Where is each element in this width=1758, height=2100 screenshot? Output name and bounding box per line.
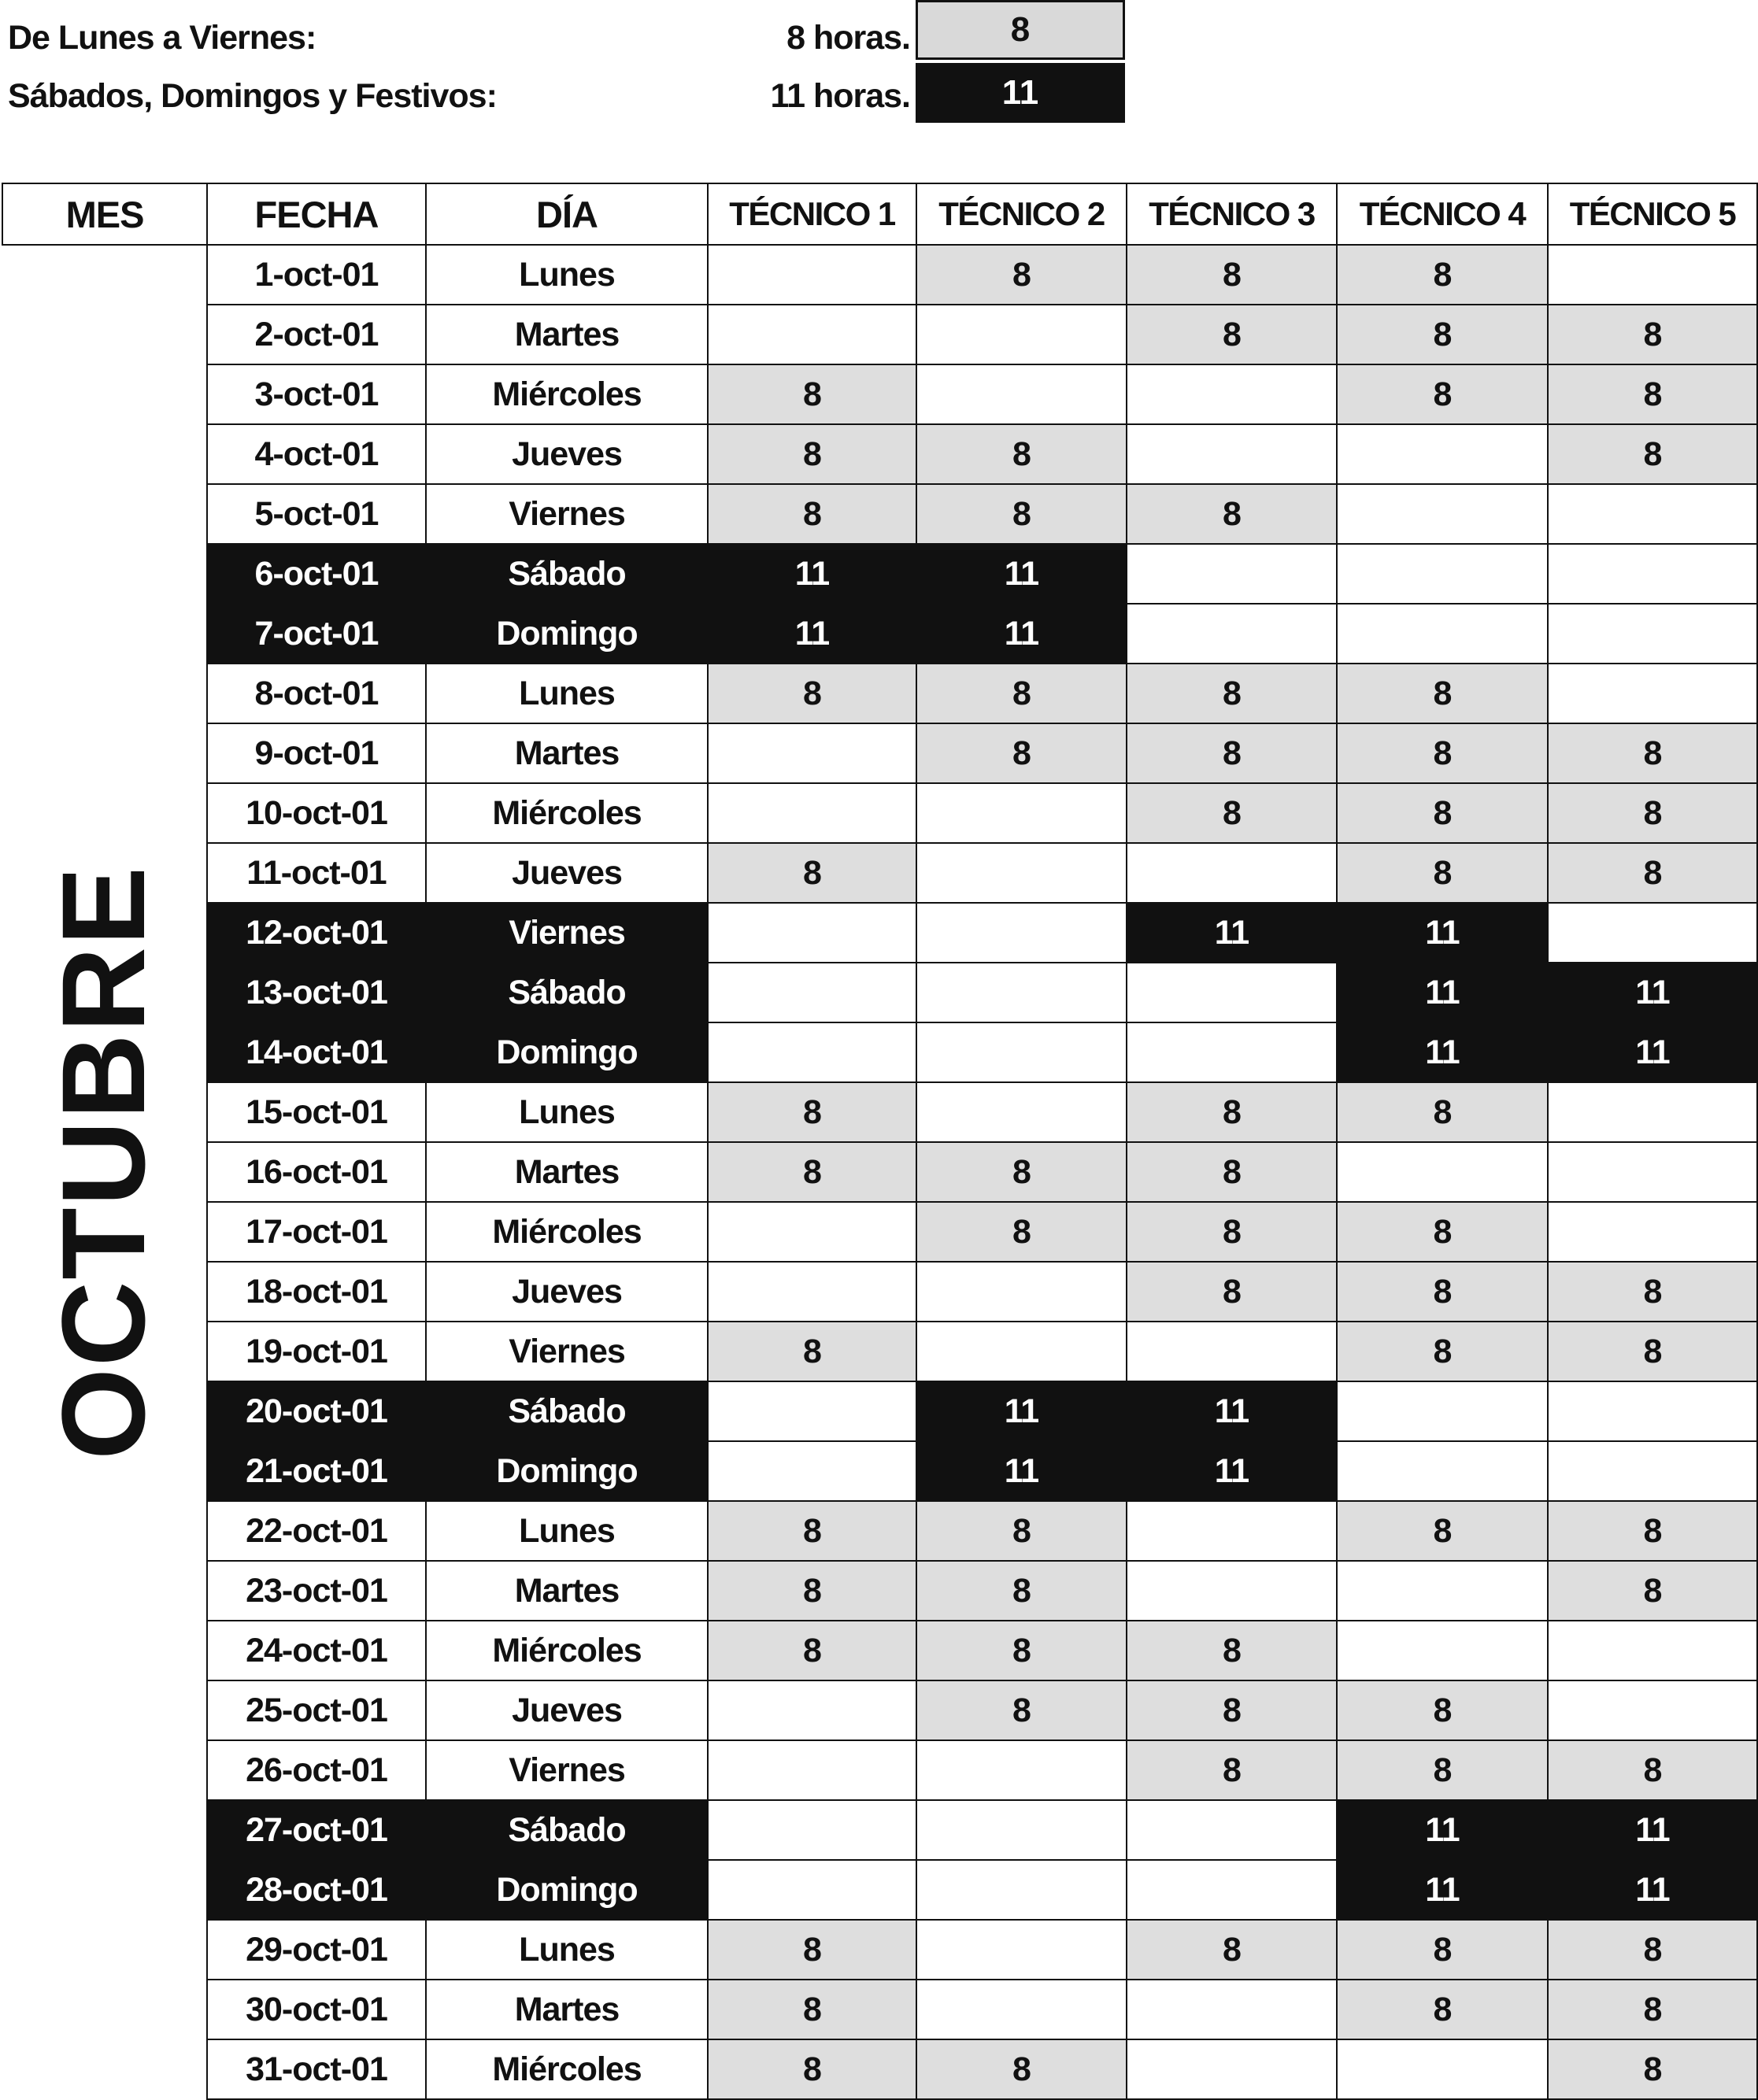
tecnico-4-cell xyxy=(1336,2039,1549,2100)
legend-weekend-hours: 11 horas. xyxy=(770,77,910,115)
fecha-cell: 31-oct-01 xyxy=(206,2039,427,2100)
tecnico-3-cell: 11 xyxy=(1126,1381,1338,1442)
fecha-cell: 30-oct-01 xyxy=(206,1979,427,2040)
fecha-cell: 7-oct-01 xyxy=(206,603,427,664)
tecnico-1-cell xyxy=(707,1261,917,1322)
tecnico-3-cell xyxy=(1126,2039,1338,2100)
tecnico-5-cell xyxy=(1547,1141,1758,1203)
dia-cell: Viernes xyxy=(425,1321,709,1382)
header-fecha: FECHA xyxy=(206,183,427,246)
fecha-cell: 6-oct-01 xyxy=(206,543,427,604)
tecnico-5-cell: 8 xyxy=(1547,1919,1758,1980)
tecnico-5-cell xyxy=(1547,1081,1758,1143)
dia-cell: Domingo xyxy=(425,603,709,664)
tecnico-2-cell xyxy=(916,364,1127,425)
tecnico-3-cell: 8 xyxy=(1126,1919,1338,1980)
tecnico-1-cell xyxy=(707,962,917,1023)
fecha-cell: 16-oct-01 xyxy=(206,1141,427,1203)
tecnico-4-cell xyxy=(1336,483,1549,545)
tecnico-5-cell xyxy=(1547,1201,1758,1263)
tecnico-1-cell: 11 xyxy=(707,603,917,664)
tecnico-2-cell: 8 xyxy=(916,1141,1127,1203)
tecnico-4-cell: 11 xyxy=(1336,1799,1549,1861)
tecnico-5-cell: 8 xyxy=(1547,1321,1758,1382)
tecnico-4-cell: 8 xyxy=(1336,723,1549,784)
tecnico-3-cell: 11 xyxy=(1126,1440,1338,1502)
tecnico-1-cell xyxy=(707,1440,917,1502)
tecnico-1-cell: 8 xyxy=(707,1919,917,1980)
tecnico-1-cell: 8 xyxy=(707,842,917,904)
tecnico-2-cell: 8 xyxy=(916,2039,1127,2100)
tecnico-2-cell xyxy=(916,1321,1127,1382)
dia-cell: Viernes xyxy=(425,902,709,963)
tecnico-4-cell: 8 xyxy=(1336,364,1549,425)
fecha-cell: 25-oct-01 xyxy=(206,1680,427,1741)
tecnico-2-cell: 8 xyxy=(916,663,1127,724)
tecnico-1-cell: 8 xyxy=(707,1560,917,1621)
tecnico-4-cell: 8 xyxy=(1336,782,1549,844)
tecnico-4-cell: 8 xyxy=(1336,842,1549,904)
tecnico-1-cell: 8 xyxy=(707,1500,917,1562)
tecnico-2-cell xyxy=(916,1740,1127,1801)
dia-cell: Miércoles xyxy=(425,364,709,425)
tecnico-5-cell xyxy=(1547,1440,1758,1502)
dia-cell: Sábado xyxy=(425,962,709,1023)
dia-cell: Martes xyxy=(425,1560,709,1621)
tecnico-4-cell xyxy=(1336,1440,1549,1502)
tecnico-5-cell xyxy=(1547,483,1758,545)
dia-cell: Lunes xyxy=(425,663,709,724)
tecnico-4-cell: 8 xyxy=(1336,1740,1549,1801)
tecnico-4-cell: 8 xyxy=(1336,663,1549,724)
legend-weekday-hours: 8 horas. xyxy=(786,19,910,57)
dia-cell: Domingo xyxy=(425,1022,709,1083)
dia-cell: Sábado xyxy=(425,1799,709,1861)
header-dia: DÍA xyxy=(425,183,709,246)
tecnico-5-cell: 11 xyxy=(1547,1859,1758,1921)
dia-cell: Jueves xyxy=(425,842,709,904)
fecha-cell: 24-oct-01 xyxy=(206,1620,427,1681)
tecnico-5-cell xyxy=(1547,1620,1758,1681)
dia-cell: Miércoles xyxy=(425,2039,709,2100)
tecnico-2-cell xyxy=(916,1081,1127,1143)
tecnico-1-cell: 8 xyxy=(707,1979,917,2040)
tecnico-1-cell: 11 xyxy=(707,543,917,604)
header-tecnico-2: TÉCNICO 2 xyxy=(916,183,1127,246)
fecha-cell: 14-oct-01 xyxy=(206,1022,427,1083)
fecha-cell: 23-oct-01 xyxy=(206,1560,427,1621)
tecnico-3-cell: 8 xyxy=(1126,663,1338,724)
fecha-cell: 8-oct-01 xyxy=(206,663,427,724)
dia-cell: Miércoles xyxy=(425,782,709,844)
tecnico-2-cell xyxy=(916,902,1127,963)
tecnico-2-cell xyxy=(916,842,1127,904)
tecnico-4-cell: 8 xyxy=(1336,244,1549,305)
tecnico-4-cell: 8 xyxy=(1336,304,1549,365)
tecnico-4-cell xyxy=(1336,1620,1549,1681)
tecnico-3-cell xyxy=(1126,1799,1338,1861)
tecnico-5-cell: 8 xyxy=(1547,1740,1758,1801)
tecnico-4-cell xyxy=(1336,1560,1549,1621)
fecha-cell: 18-oct-01 xyxy=(206,1261,427,1322)
tecnico-2-cell xyxy=(916,1859,1127,1921)
tecnico-1-cell: 8 xyxy=(707,1321,917,1382)
tecnico-2-cell: 11 xyxy=(916,603,1127,664)
tecnico-4-cell xyxy=(1336,1141,1549,1203)
tecnico-5-cell xyxy=(1547,663,1758,724)
header-tecnico-3: TÉCNICO 3 xyxy=(1126,183,1338,246)
tecnico-5-cell: 11 xyxy=(1547,962,1758,1023)
tecnico-4-cell: 8 xyxy=(1336,1201,1549,1263)
tecnico-3-cell: 8 xyxy=(1126,1141,1338,1203)
tecnico-4-cell: 8 xyxy=(1336,1081,1549,1143)
tecnico-1-cell xyxy=(707,902,917,963)
tecnico-5-cell: 11 xyxy=(1547,1799,1758,1861)
tecnico-1-cell: 8 xyxy=(707,423,917,485)
tecnico-3-cell xyxy=(1126,962,1338,1023)
tecnico-3-cell: 8 xyxy=(1126,782,1338,844)
tecnico-3-cell: 8 xyxy=(1126,1201,1338,1263)
tecnico-4-cell: 8 xyxy=(1336,1979,1549,2040)
dia-cell: Jueves xyxy=(425,1680,709,1741)
dia-cell: Martes xyxy=(425,723,709,784)
tecnico-3-cell xyxy=(1126,364,1338,425)
tecnico-2-cell xyxy=(916,962,1127,1023)
tecnico-4-cell: 8 xyxy=(1336,1321,1549,1382)
tecnico-1-cell xyxy=(707,304,917,365)
month-label: OCTUBRE xyxy=(37,865,169,1460)
fecha-cell: 20-oct-01 xyxy=(206,1381,427,1442)
tecnico-4-cell: 8 xyxy=(1336,1919,1549,1980)
header-tecnico-5: TÉCNICO 5 xyxy=(1547,183,1758,246)
tecnico-3-cell xyxy=(1126,603,1338,664)
dia-cell: Martes xyxy=(425,1979,709,2040)
tecnico-5-cell: 8 xyxy=(1547,304,1758,365)
tecnico-4-cell: 11 xyxy=(1336,962,1549,1023)
dia-cell: Jueves xyxy=(425,1261,709,1322)
fecha-cell: 19-oct-01 xyxy=(206,1321,427,1382)
dia-cell: Domingo xyxy=(425,1859,709,1921)
dia-cell: Viernes xyxy=(425,1740,709,1801)
tecnico-4-cell: 8 xyxy=(1336,1680,1549,1741)
fecha-cell: 5-oct-01 xyxy=(206,483,427,545)
tecnico-5-cell: 8 xyxy=(1547,364,1758,425)
fecha-cell: 11-oct-01 xyxy=(206,842,427,904)
dia-cell: Domingo xyxy=(425,1440,709,1502)
tecnico-3-cell xyxy=(1126,1500,1338,1562)
fecha-cell: 2-oct-01 xyxy=(206,304,427,365)
tecnico-2-cell: 11 xyxy=(916,1440,1127,1502)
tecnico-4-cell xyxy=(1336,543,1549,604)
tecnico-3-cell: 8 xyxy=(1126,483,1338,545)
tecnico-3-cell: 8 xyxy=(1126,244,1338,305)
tecnico-2-cell: 8 xyxy=(916,1680,1127,1741)
dia-cell: Miércoles xyxy=(425,1201,709,1263)
tecnico-4-cell: 11 xyxy=(1336,1022,1549,1083)
tecnico-2-cell: 8 xyxy=(916,1560,1127,1621)
tecnico-2-cell: 8 xyxy=(916,423,1127,485)
tecnico-2-cell xyxy=(916,1799,1127,1861)
fecha-cell: 13-oct-01 xyxy=(206,962,427,1023)
tecnico-1-cell: 8 xyxy=(707,483,917,545)
legend-weekday-swatch: 8 xyxy=(916,0,1125,60)
tecnico-5-cell xyxy=(1547,244,1758,305)
tecnico-1-cell xyxy=(707,1381,917,1442)
tecnico-4-cell xyxy=(1336,1381,1549,1442)
legend-weekday-label: De Lunes a Viernes: xyxy=(8,19,316,57)
tecnico-2-cell: 8 xyxy=(916,1500,1127,1562)
tecnico-1-cell xyxy=(707,1022,917,1083)
tecnico-2-cell xyxy=(916,1979,1127,2040)
dia-cell: Lunes xyxy=(425,1081,709,1143)
tecnico-3-cell xyxy=(1126,1859,1338,1921)
fecha-cell: 10-oct-01 xyxy=(206,782,427,844)
tecnico-4-cell xyxy=(1336,423,1549,485)
tecnico-3-cell: 8 xyxy=(1126,1620,1338,1681)
fecha-cell: 12-oct-01 xyxy=(206,902,427,963)
tecnico-3-cell xyxy=(1126,423,1338,485)
tecnico-3-cell: 8 xyxy=(1126,723,1338,784)
tecnico-1-cell xyxy=(707,1680,917,1741)
fecha-cell: 29-oct-01 xyxy=(206,1919,427,1980)
dia-cell: Lunes xyxy=(425,1500,709,1562)
tecnico-5-cell xyxy=(1547,1680,1758,1741)
tecnico-4-cell: 11 xyxy=(1336,902,1549,963)
tecnico-5-cell xyxy=(1547,543,1758,604)
header-mes: MES xyxy=(2,183,208,246)
tecnico-3-cell xyxy=(1126,842,1338,904)
fecha-cell: 28-oct-01 xyxy=(206,1859,427,1921)
tecnico-2-cell: 8 xyxy=(916,244,1127,305)
fecha-cell: 21-oct-01 xyxy=(206,1440,427,1502)
legend-weekend-label: Sábados, Domingos y Festivos: xyxy=(8,77,497,115)
tecnico-1-cell: 8 xyxy=(707,364,917,425)
dia-cell: Miércoles xyxy=(425,1620,709,1681)
fecha-cell: 15-oct-01 xyxy=(206,1081,427,1143)
tecnico-5-cell: 8 xyxy=(1547,1979,1758,2040)
tecnico-1-cell xyxy=(707,1740,917,1801)
tecnico-3-cell xyxy=(1126,1560,1338,1621)
tecnico-5-cell xyxy=(1547,902,1758,963)
tecnico-2-cell xyxy=(916,304,1127,365)
tecnico-2-cell: 11 xyxy=(916,1381,1127,1442)
tecnico-3-cell: 8 xyxy=(1126,1680,1338,1741)
tecnico-3-cell: 8 xyxy=(1126,304,1338,365)
tecnico-1-cell xyxy=(707,1859,917,1921)
dia-cell: Martes xyxy=(425,304,709,365)
tecnico-2-cell xyxy=(916,1022,1127,1083)
header-tecnico-4: TÉCNICO 4 xyxy=(1336,183,1549,246)
tecnico-4-cell: 8 xyxy=(1336,1500,1549,1562)
fecha-cell: 22-oct-01 xyxy=(206,1500,427,1562)
tecnico-2-cell xyxy=(916,1261,1127,1322)
fecha-cell: 1-oct-01 xyxy=(206,244,427,305)
fecha-cell: 4-oct-01 xyxy=(206,423,427,485)
tecnico-3-cell: 8 xyxy=(1126,1740,1338,1801)
tecnico-5-cell: 8 xyxy=(1547,1500,1758,1562)
tecnico-1-cell xyxy=(707,244,917,305)
tecnico-1-cell: 8 xyxy=(707,1081,917,1143)
tecnico-1-cell xyxy=(707,782,917,844)
tecnico-5-cell: 11 xyxy=(1547,1022,1758,1083)
tecnico-4-cell xyxy=(1336,603,1549,664)
dia-cell: Jueves xyxy=(425,423,709,485)
tecnico-1-cell: 8 xyxy=(707,1141,917,1203)
tecnico-5-cell xyxy=(1547,1381,1758,1442)
tecnico-2-cell xyxy=(916,1919,1127,1980)
dia-cell: Sábado xyxy=(425,543,709,604)
tecnico-5-cell xyxy=(1547,603,1758,664)
dia-cell: Sábado xyxy=(425,1381,709,1442)
tecnico-1-cell xyxy=(707,723,917,784)
tecnico-2-cell: 8 xyxy=(916,1620,1127,1681)
tecnico-2-cell: 8 xyxy=(916,483,1127,545)
legend-weekend-swatch: 11 xyxy=(916,63,1125,123)
tecnico-3-cell: 8 xyxy=(1126,1261,1338,1322)
dia-cell: Lunes xyxy=(425,1919,709,1980)
tecnico-2-cell: 8 xyxy=(916,723,1127,784)
tecnico-5-cell: 8 xyxy=(1547,2039,1758,2100)
tecnico-3-cell: 11 xyxy=(1126,902,1338,963)
tecnico-3-cell xyxy=(1126,1979,1338,2040)
tecnico-2-cell xyxy=(916,782,1127,844)
tecnico-1-cell: 8 xyxy=(707,1620,917,1681)
tecnico-4-cell: 11 xyxy=(1336,1859,1549,1921)
tecnico-2-cell: 11 xyxy=(916,543,1127,604)
tecnico-4-cell: 8 xyxy=(1336,1261,1549,1322)
fecha-cell: 26-oct-01 xyxy=(206,1740,427,1801)
dia-cell: Viernes xyxy=(425,483,709,545)
tecnico-1-cell xyxy=(707,1201,917,1263)
fecha-cell: 9-oct-01 xyxy=(206,723,427,784)
fecha-cell: 27-oct-01 xyxy=(206,1799,427,1861)
tecnico-5-cell: 8 xyxy=(1547,842,1758,904)
tecnico-1-cell: 8 xyxy=(707,663,917,724)
tecnico-5-cell: 8 xyxy=(1547,423,1758,485)
tecnico-3-cell xyxy=(1126,1321,1338,1382)
tecnico-2-cell: 8 xyxy=(916,1201,1127,1263)
fecha-cell: 17-oct-01 xyxy=(206,1201,427,1263)
dia-cell: Lunes xyxy=(425,244,709,305)
header-tecnico-1: TÉCNICO 1 xyxy=(707,183,917,246)
tecnico-5-cell: 8 xyxy=(1547,723,1758,784)
tecnico-3-cell: 8 xyxy=(1126,1081,1338,1143)
tecnico-3-cell xyxy=(1126,1022,1338,1083)
tecnico-3-cell xyxy=(1126,543,1338,604)
fecha-cell: 3-oct-01 xyxy=(206,364,427,425)
tecnico-1-cell xyxy=(707,1799,917,1861)
tecnico-5-cell: 8 xyxy=(1547,1261,1758,1322)
tecnico-1-cell: 8 xyxy=(707,2039,917,2100)
tecnico-5-cell: 8 xyxy=(1547,782,1758,844)
dia-cell: Martes xyxy=(425,1141,709,1203)
tecnico-5-cell: 8 xyxy=(1547,1560,1758,1621)
